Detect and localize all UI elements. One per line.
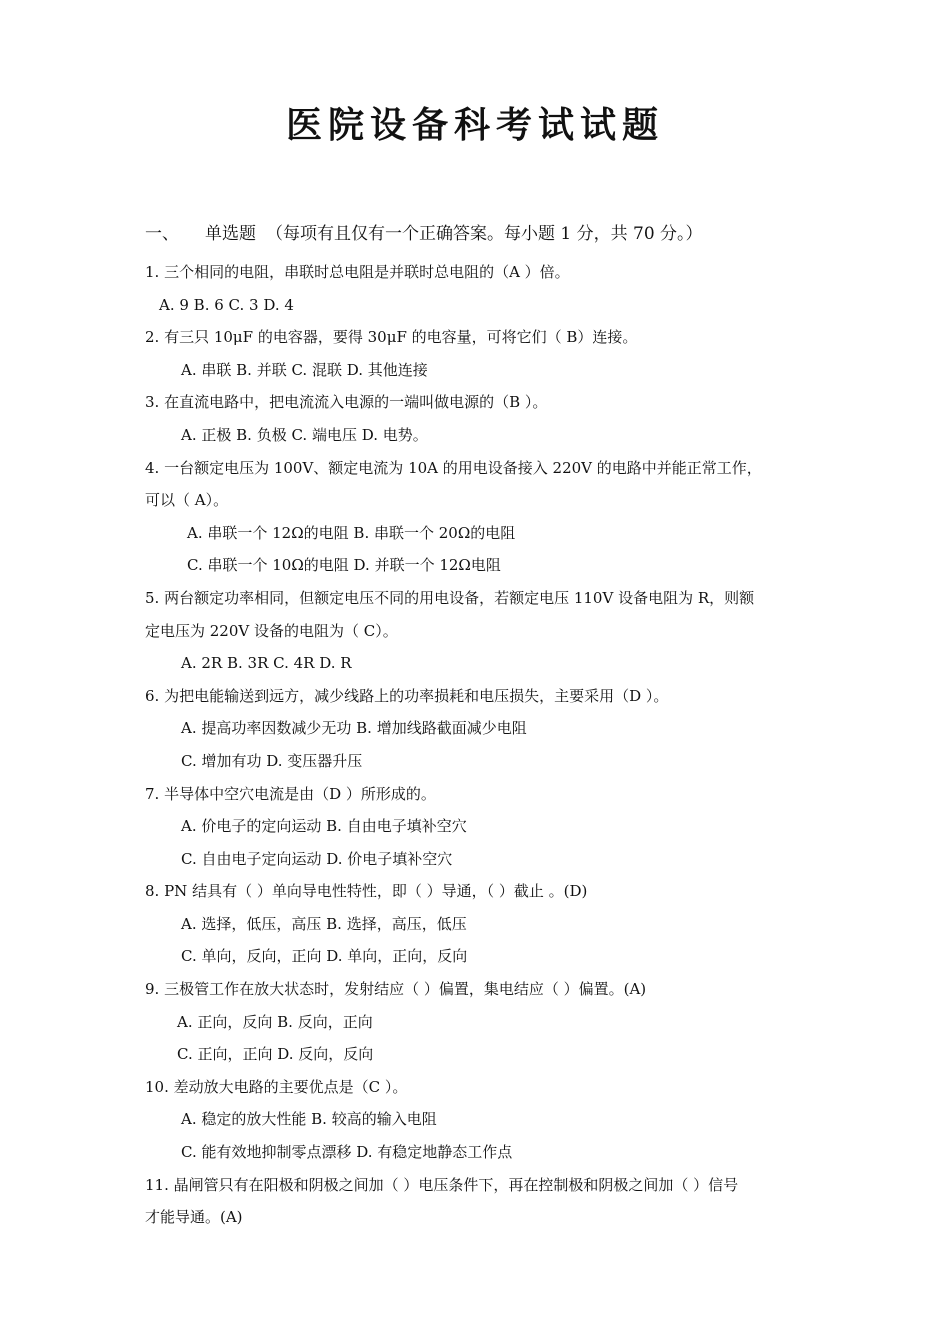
question-11-cont: 才能导通。(A): [145, 1208, 243, 1227]
question-5-options: A. 2R B. 3R C. 4R D. R: [181, 654, 352, 673]
question-6: 6. 为把电能输送到远方，减少线路上的功率损耗和电压损失，主要采用（D ）。: [145, 686, 669, 705]
question-8-options-ab: A. 选择，低压，高压 B. 选择，高压，低压: [181, 914, 467, 933]
question-2: 2. 有三只 10μF 的电容器，要得 30μF 的电容量，可将它们（ B）连接。: [145, 328, 638, 347]
question-4-cont: 可以（ A）。: [145, 491, 229, 510]
question-1-options: A. 9 B. 6 C. 3 D. 4: [159, 295, 294, 314]
question-10: 10. 差动放大电路的主要优点是（C ）。: [145, 1077, 408, 1096]
question-4: 4. 一台额定电压为 100V、额定电流为 10A 的用电设备接入 220V 的电路中并能正常工作，: [145, 458, 762, 477]
question-6-options-ab: A. 提高功率因数减少无功 B. 增加线路截面减少电阻: [181, 719, 527, 738]
question-3: 3. 在直流电路中，把电流流入电源的一端叫做电源的（B ）。: [145, 393, 548, 412]
question-11: 11. 晶闸管只有在阳极和阴极之间加（ ）电压条件下，再在控制极和阴极之间加（ ）信号: [145, 1175, 739, 1194]
question-7-options-ab: A. 价电子的定向运动 B. 自由电子填补空穴: [181, 817, 467, 836]
question-8-options-cd: C. 单向，反向，正向 D. 单向，正向，反向: [181, 947, 468, 966]
section-heading: [145, 222, 703, 246]
section-note: （每项有且仅有一个正确答案。每小题 1 分，共 70 分。）: [266, 224, 703, 244]
question-10-options-cd: C. 能有效地抑制零点漂移 D. 有稳定地静态工作点: [181, 1143, 513, 1162]
question-2-options: A. 串联 B. 并联 C. 混联 D. 其他连接: [181, 360, 428, 379]
question-9-options-cd: C. 正向，正向 D. 反向，反向: [177, 1045, 374, 1064]
question-4-options-ab: A. 串联一个 12Ω的电阻 B. 串联一个 20Ω的电阻: [187, 523, 516, 542]
question-9-options-ab: A. 正向，反向 B. 反向，正向: [177, 1012, 373, 1031]
question-8: 8. PN 结具有（ ）单向导电性特性，即（ ）导通，（ ）截止 。(D): [145, 882, 588, 901]
section-number: 一、: [145, 224, 179, 244]
question-6-options-cd: C. 增加有功 D. 变压器升压: [181, 751, 363, 770]
question-5-cont: 定电压为 220V 设备的电阻为（ C）。: [145, 621, 398, 640]
question-7: 7. 半导体中空穴电流是由（D ）所形成的。: [145, 784, 436, 803]
question-list: [145, 256, 815, 1234]
question-4-options-cd: C. 串联一个 10Ω的电阻 D. 并联一个 12Ω电阻: [187, 556, 501, 575]
question-1: 1. 三个相同的电阻，串联时总电阻是并联时总电阻的（A ）倍。: [145, 263, 570, 281]
question-7-options-cd: C. 自由电子定向运动 D. 价电子填补空穴: [181, 849, 453, 868]
section-name: 单选题: [205, 224, 256, 244]
question-9: 9. 三极管工作在放大状态时，发射结应（ ）偏置，集电结应（ ）偏置。(A): [145, 980, 647, 999]
question-10-options-ab: A. 稳定的放大性能 B. 较高的输入电阻: [181, 1110, 437, 1129]
question-5: 5. 两台额定功率相同，但额定电压不同的用电设备，若额定电压 110V 设备电阻为 R，则额: [145, 588, 755, 607]
question-3-options: A. 正极 B. 负极 C. 端电压 D. 电势。: [181, 425, 428, 444]
page-title: 医院设备科考试试题: [285, 104, 664, 146]
